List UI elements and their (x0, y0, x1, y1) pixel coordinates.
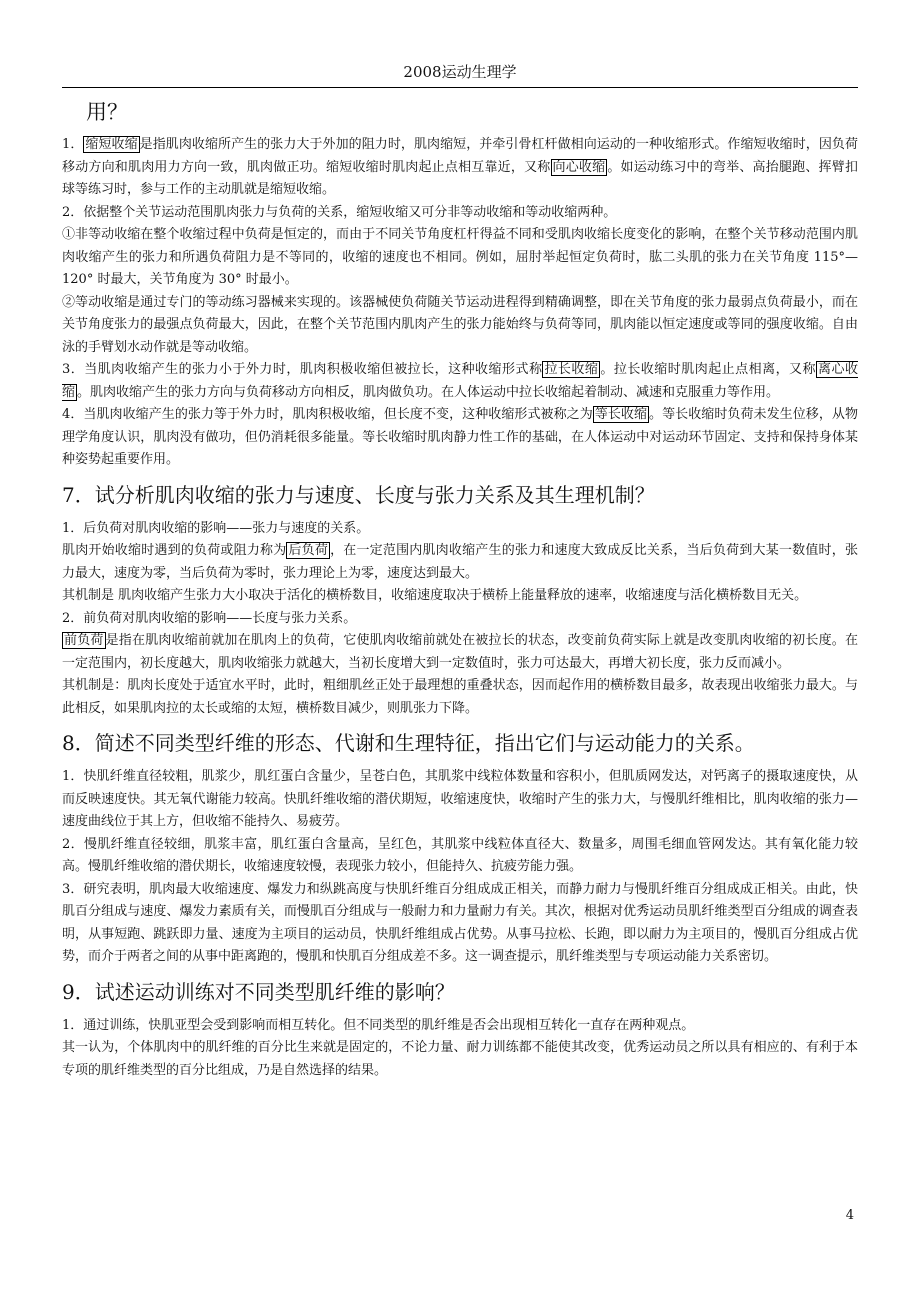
section-heading: 9．试述运动训练对不同类型肌纤维的影响？ (62, 979, 455, 1004)
paragraph-lead: 3．当肌肉收缩产生的张力小于外力时，肌肉积极收缩但被拉长，这种收缩形式称 (62, 362, 543, 377)
paragraph-lead: 肌肉开始收缩时遇到的负荷或阻力称为 (62, 543, 287, 558)
paragraph-text: 。拉长收缩时肌肉起止点相离，又称 (600, 362, 817, 377)
paragraph: 2．依据整个关节运动范围肌肉张力与负荷的关系，缩短收缩又可分非等动收缩和等动收缩两种。 (62, 204, 617, 220)
paragraph: 其机制是：肌肉长度处于适宜水平时，此时，粗细肌丝正处于最理想的重叠状态，因而起作用的横桥数目最多，故表现出收缩张力最大。与此相反，如果肌肉拉的太长或缩的太短，横桥数目减少，则肌张力下降。 (62, 678, 858, 716)
page-number: 4 (845, 1208, 854, 1223)
section-heading: 8．简述不同类型纤维的形态、代谢和生理特征，指出它们与运动能力的关系。 (62, 731, 755, 755)
paragraph: 其一认为，个体肌肉中的肌纤维的百分比生来就是固定的，不论力量、耐力训练都不能使其改变，优秀运动员之所以具有相应的、有利于本专项的肌纤维类型的百分比组成，乃是自然选择的结果。 (62, 1040, 858, 1078)
document-body (62, 92, 858, 1082)
continuation-text: 用？ (86, 100, 128, 124)
boxed-term: 向心收缩 (552, 159, 606, 175)
paragraph: 1．后负荷对肌肉收缩的影响——张力与速度的关系。 (62, 520, 370, 536)
paragraph-text: 。肌肉收缩产生的张力方向与负荷移动方向相反，肌肉做负功。在人体运动中拉长收缩起着制动、减速和克服重力等作用。 (77, 384, 780, 400)
paragraph: 1．通过训练，快肌亚型会受到影响而相互转化。但不同类型的肌纤维是否会出现相互转化一直存在两种观点。 (62, 1017, 695, 1033)
paragraph: 其机制是 肌肉收缩产生张力大小取决于活化的横桥数目，收缩速度取决于横桥上能量释放的速率，收缩速度与活化横桥数目无关。 (62, 588, 808, 603)
boxed-term: 缩短收缩 (85, 137, 138, 152)
paragraph (62, 540, 858, 585)
page-header: 2008运动生理学 (403, 63, 517, 81)
paragraph: 2．慢肌纤维直径较细，肌浆丰富，肌红蛋白含量高，呈红色，其肌浆中线粒体直径大、数量多，周围毛细血管网发达。其有氧化能力较高。慢肌纤维收缩的潜伏期长，收缩速度较慢，表现张力较小，但能持久、抗疲劳能力强。 (62, 836, 858, 874)
boxed-term: 拉长收缩 (544, 362, 599, 377)
paragraph-text: 是指在肌肉收缩前就加在肌肉上的负荷，它使肌肉收缩前就处在被拉长的状态，改变前负荷实际上就是改变肌肉收缩的初长度。在一定范围内，初长度越大，肌肉收缩张力就越大，当初长度增大到一定数值时，张力可达最大，再增大初长度，张力反而减小。 (62, 633, 858, 671)
boxed-term: 前负荷 (64, 633, 104, 648)
paragraph (62, 630, 858, 675)
paragraph: ①非等动收缩在整个收缩过程中负荷是恒定的，而由于不同关节角度杠杆得益不同和受肌肉收缩长度变化的影响，在整个关节移动范围内肌肉收缩产生的张力和所遇负荷阻力是不等同的，收缩的速度也不相同。例如，屈肘举起恒定负荷时，肱二头肌的张力在关节角度 115°—120° 时最大，关节角度为 30° 时最小。 (62, 227, 858, 287)
paragraph: 3．研究表明，肌肉最大收缩速度、爆发力和纵跳高度与快肌纤维百分组成成正相关，而静力耐力与慢肌纤维百分组成成正相关。由此，快肌百分组成与速度、爆发力素质有关，而慢肌百分组成与一般耐力和力量耐力有关。其次，根据对优秀运动员肌纤维类型百分组成的调查表明，从事短跑、跳跃即力量、速度为主项目的运动员，快肌纤维组成占优势。从事马拉松、长跑，即以耐力为主项目的，慢肌百分组成占优势，而介于两者之间的从事中距离跑的，慢肌和快肌百分组成差不多。这一调查提示，肌纤维类型与专项运动能力关系密切。 (62, 881, 858, 964)
paragraph: ②等动收缩是通过专门的等动练习器械来实现的。该器械使负荷随关节运动进程得到精确调整，即在关节角度的张力最弱点负荷最小，而在关节角度张力的最强点负荷最大，因此，在整个关节范围内肌肉产生的张力能始终与负荷等同，肌肉能以恒定速度或等同的强度收缩。自由泳的手臂划水动作就是等动收缩。 (62, 294, 858, 355)
paragraph (62, 134, 858, 202)
header-rule (62, 87, 858, 88)
paragraph-text: ，在一定范围内肌肉收缩产生的张力和速度大致成反比关系，当后负荷到大某一数值时，张力最大，速度为零，当后负荷为零时，张力理论上为零，速度达到最大。 (62, 543, 858, 581)
paragraph-text: 。如运动练习中的弯举、高抬腿跑、挥臂扣球等练习时，参与工作的主动肌就是缩短收缩。 (62, 159, 858, 197)
paragraph-lead: 4．当肌肉收缩产生的张力等于外力时，肌肉积极收缩，但长度不变，这种收缩形式被称之为 (62, 407, 593, 422)
paragraph (62, 359, 858, 404)
boxed-term: 等长收缩 (594, 407, 648, 422)
section-heading: 7．试分析肌肉收缩的张力与速度、长度与张力关系及其生理机制？ (62, 482, 655, 507)
paragraph-lead: 1． (62, 137, 84, 152)
boxed-term: 后负荷 (288, 543, 329, 558)
paragraph-text: 。等长收缩时负荷未发生位移，从物理学角度认识，肌肉没有做功，但仍消耗很多能量。等长收缩时肌肉静力性工作的基础，在人体运动中对运动环节固定、支持和保持身体某种姿势起重要作用。 (62, 407, 858, 467)
boxed-term: 离心收缩 (62, 362, 858, 400)
paragraph: 2．前负荷对肌肉收缩的影响——长度与张力关系。 (62, 610, 357, 626)
paragraph-text: 是指肌肉收缩所产生的张力大于外加的阻力时，肌肉缩短，并牵引骨杠杆做相向运动的一种收缩形式。作缩短收缩时，因负荷移动方向和肌肉用力方向一致，肌肉做正功。缩短收缩时肌肉起止点相互靠近，又称 (62, 137, 858, 175)
paragraph: 1．快肌纤维直径较粗，肌浆少，肌红蛋白含量少，呈苍白色，其肌浆中线粒体数量和容积小，但肌质网发达，对钙离子的摄取速度快，从而反映速度快。其无氧代谢能力较高。快肌纤维收缩的潜伏期短，收缩速度快，收缩时产生的张力大，与慢肌纤维相比，肌肉收缩的张力—速度曲线位于其上方，但收缩不能持久、易疲劳。 (62, 769, 858, 829)
paragraph (62, 404, 858, 472)
